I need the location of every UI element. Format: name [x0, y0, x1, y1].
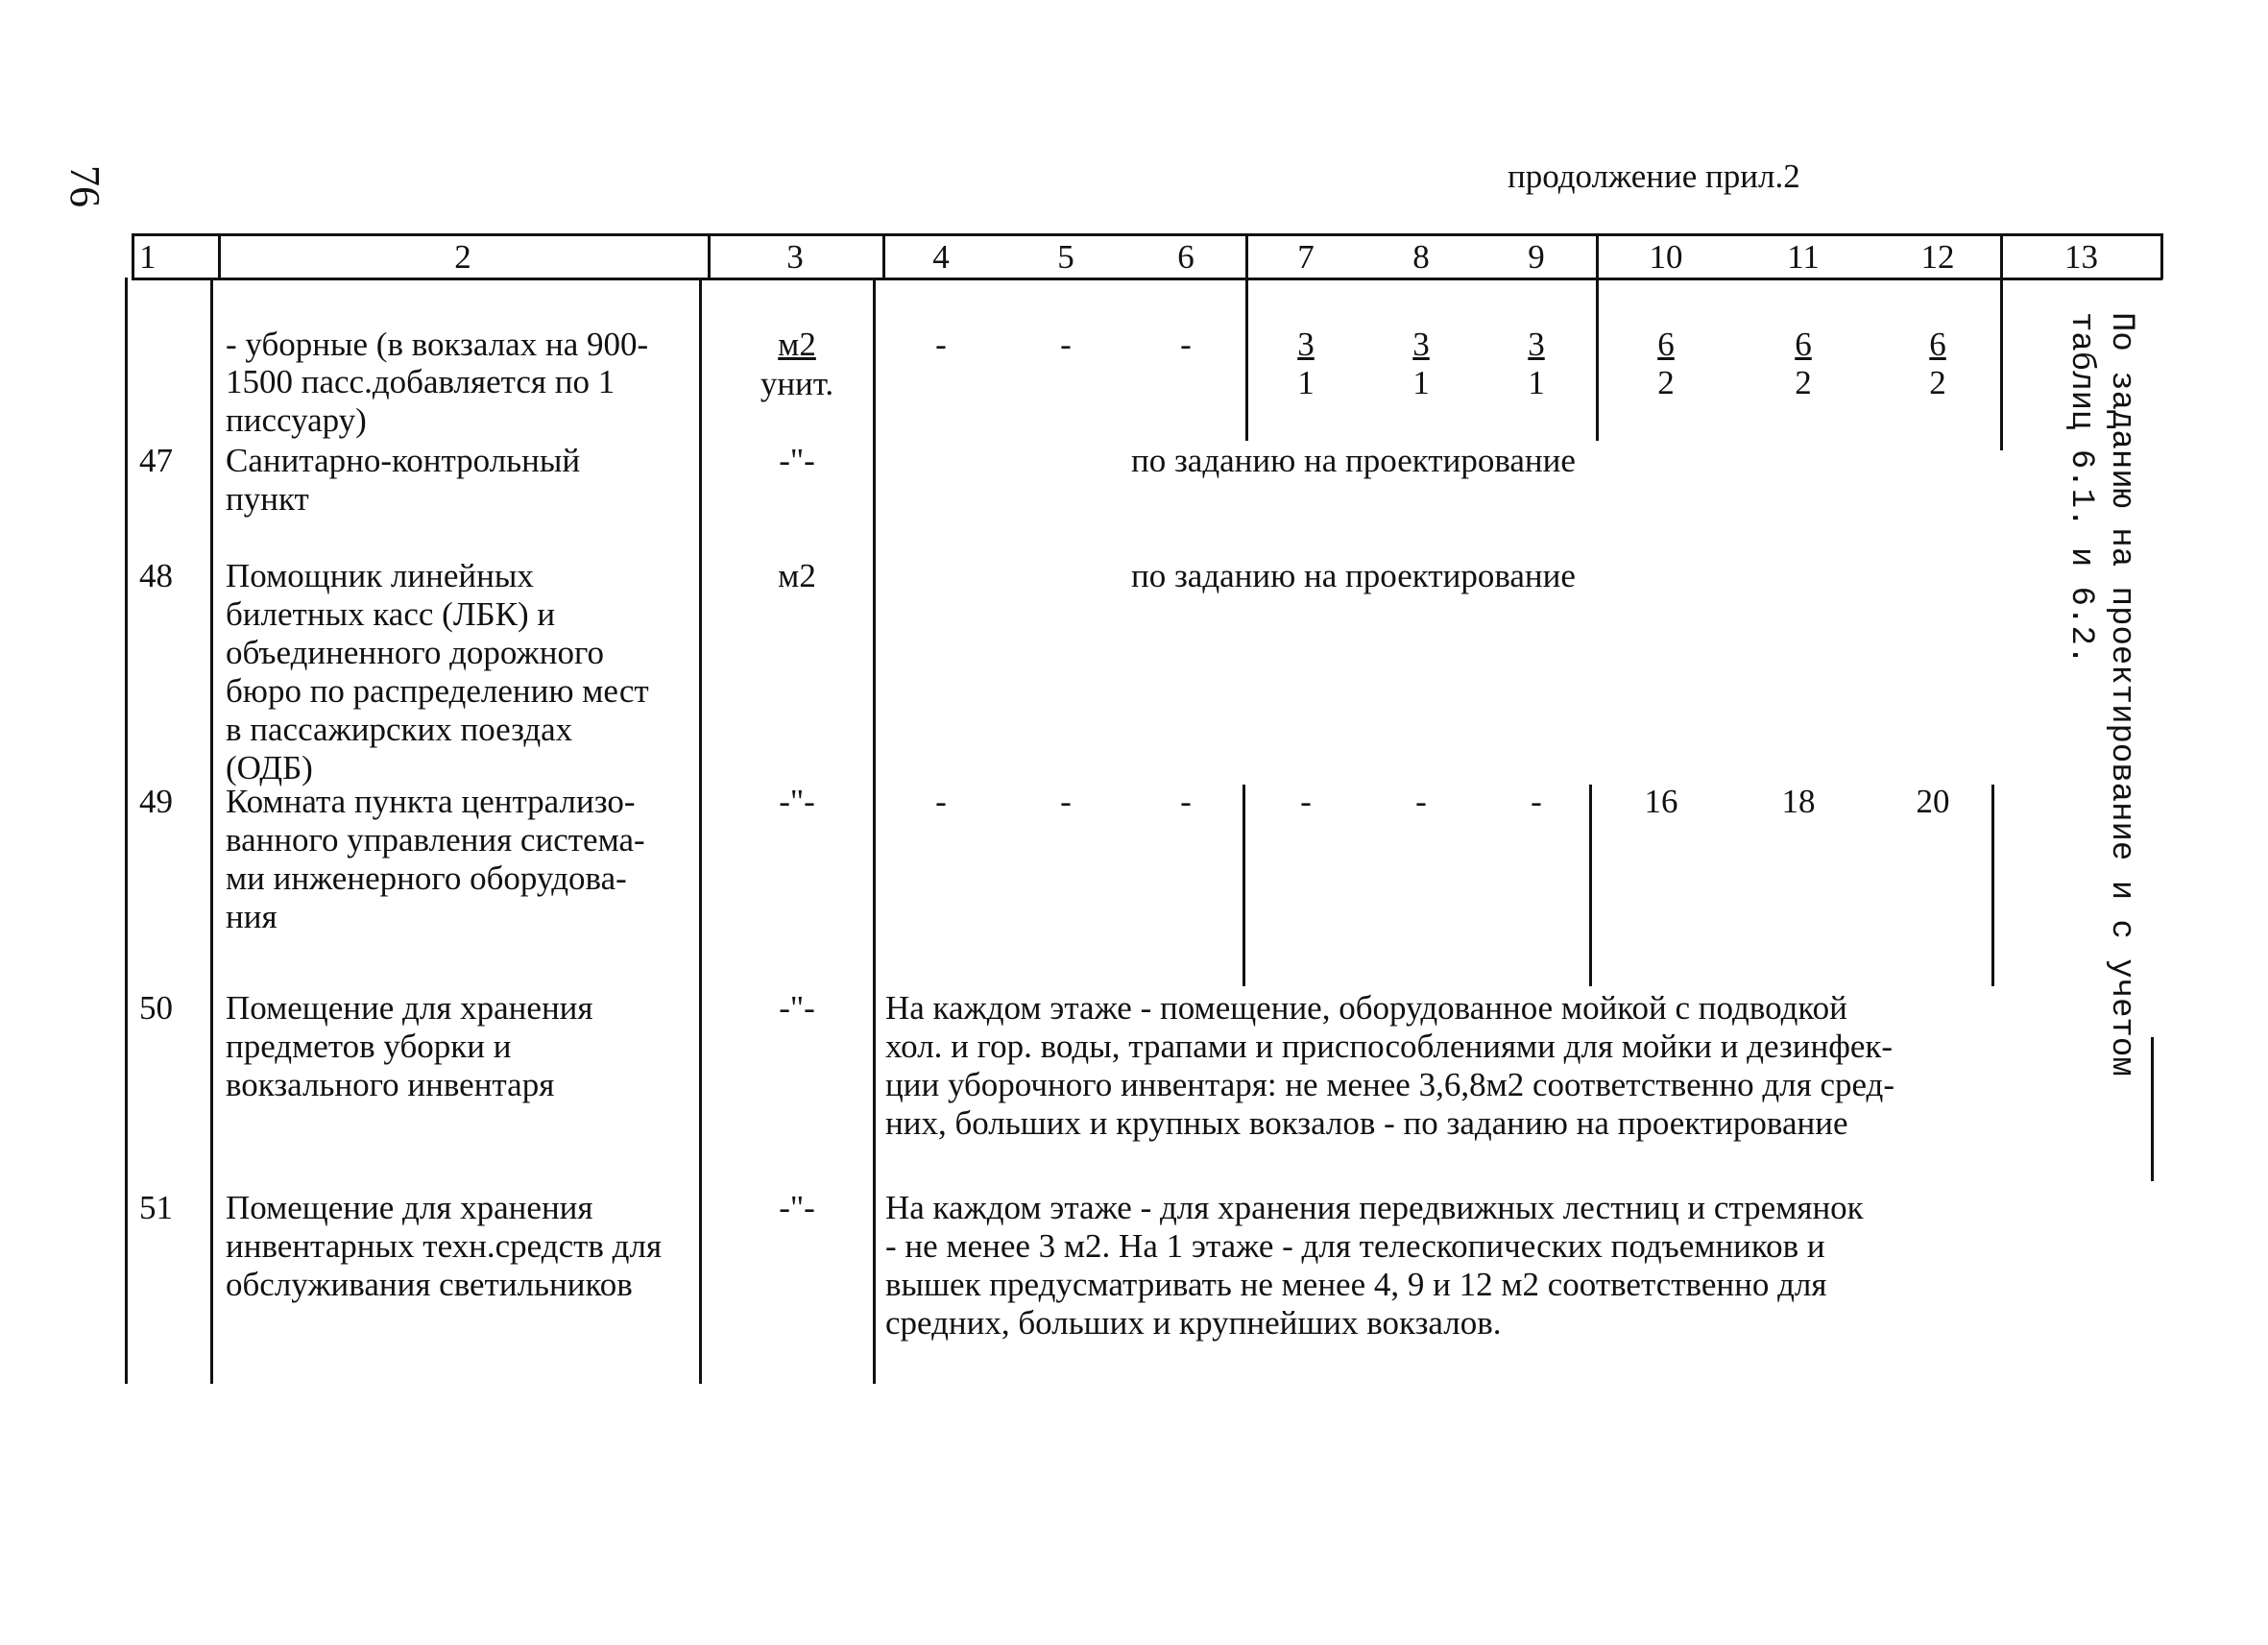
cell-c4: - [935, 783, 947, 820]
row-name-line: билетных касс (ЛБК) и [226, 595, 556, 633]
row-name-line: пункт [226, 480, 309, 518]
row-number: 49 [139, 783, 173, 820]
row-number: 51 [139, 1189, 173, 1226]
denominator: 2 [1795, 364, 1812, 401]
numerator: 6 [1795, 326, 1812, 363]
row-name-line: 1500 пасс.добавляется по 1 [226, 363, 615, 400]
col-line-3 [699, 278, 702, 1384]
row-name-line: ванного управления система- [226, 821, 645, 859]
span-line: ции уборочного инвентаря: не менее 3,6,8м2 соответственно для сред- [885, 1066, 1895, 1103]
row-name-line: ми инженерного оборудова- [226, 859, 627, 897]
col-line-1 [125, 278, 128, 1384]
row-name-line: бюро по распределению мест [226, 672, 649, 710]
row-name-line: предметов уборки и [226, 1028, 512, 1065]
page-caption: продолжение прил.2 [1508, 157, 1800, 195]
col-line-7-r49 [1243, 785, 1245, 986]
cell-c11 [1784, 326, 1822, 402]
header-col-10: 10 [1649, 238, 1683, 276]
span-line: средних, больших и крупнейших вокзалов. [885, 1304, 1502, 1342]
unit-bottom: унит. [760, 365, 834, 402]
cell-c12: 20 [1916, 783, 1950, 820]
row-number: 48 [139, 557, 173, 594]
numerator: 6 [1929, 326, 1946, 363]
page-number: 76 [61, 165, 109, 207]
denominator: 2 [1929, 364, 1946, 401]
span-line: На каждом этаже - помещение, оборудованное мойкой с подводкой [885, 989, 1847, 1027]
span-line: На каждом этаже - для хранения передвижных лестниц и стремянок [885, 1189, 1864, 1226]
span-line: хол. и гор. воды, трапами и приспособлениями для мойки и дезинфек- [885, 1028, 1894, 1065]
row-name-line: Санитарно-контрольный [226, 442, 581, 479]
span-line: - не менее 3 м2. На 1 этаже - для телескопических подъемников и [885, 1227, 1825, 1265]
header-col-11: 11 [1787, 238, 1820, 276]
header-col-5: 5 [1057, 238, 1074, 276]
numerator: 3 [1297, 326, 1315, 363]
row-name-line: в пассажирских поездах [226, 711, 573, 748]
denominator: 1 [1297, 364, 1315, 401]
header-col-8: 8 [1412, 238, 1430, 276]
header-col-7: 7 [1297, 238, 1315, 276]
row-name-line: вокзального инвентаря [226, 1066, 555, 1103]
unit: -"- [779, 1189, 815, 1226]
cell-c9: - [1531, 783, 1542, 820]
unit: м2 [778, 557, 816, 594]
cell-c5: - [1060, 783, 1072, 820]
header-col-12: 12 [1920, 238, 1955, 276]
col-line-7 [1245, 278, 1248, 441]
cell-c10: 16 [1644, 783, 1678, 820]
cell-c9 [1517, 326, 1556, 402]
denominator: 1 [1528, 364, 1545, 401]
span-line: вышек предусматривать не менее 4, 9 и 12 м2 соответственно для [885, 1266, 1827, 1303]
header-col-6: 6 [1177, 238, 1194, 276]
header-col-4: 4 [932, 238, 950, 276]
unit: -"- [779, 989, 815, 1027]
row-name-line: инвентарных техн.средств для [226, 1227, 663, 1265]
cell-c12 [1918, 326, 1957, 402]
col-line-13-r49 [1991, 785, 1994, 986]
header-divider [1245, 233, 1248, 279]
cell-c8 [1402, 326, 1440, 402]
row-name-line: объединенного дорожного [226, 634, 604, 671]
row-name-line: Помощник линейных [226, 557, 534, 594]
cell-c8: - [1415, 783, 1427, 820]
denominator: 1 [1412, 364, 1430, 401]
row-number: 47 [139, 442, 173, 479]
header-divider [1596, 233, 1599, 279]
denominator: 2 [1657, 364, 1675, 401]
cell-c10 [1647, 326, 1685, 402]
header-col-9: 9 [1528, 238, 1545, 276]
row-name-line: (ОДБ) [226, 749, 313, 786]
cell-c7: - [1300, 783, 1312, 820]
header-divider [132, 233, 134, 279]
row-name-line: Помещение для хранения [226, 989, 593, 1027]
cell-c7 [1287, 326, 1325, 402]
numerator: 3 [1528, 326, 1545, 363]
row-number: 50 [139, 989, 173, 1027]
header-bottom-line [132, 278, 2162, 280]
cell-c4: - [935, 326, 947, 363]
row-name-line: писсуару) [226, 401, 367, 439]
unit: -"- [779, 783, 815, 820]
span-text: по заданию на проектирование [1131, 442, 1576, 479]
numerator: 3 [1412, 326, 1430, 363]
cell-c5: - [1060, 326, 1072, 363]
cell-c11: 18 [1781, 783, 1816, 820]
span-text: по заданию на проектирование [1131, 557, 1576, 594]
col-line-4 [873, 278, 876, 1384]
row-name-line: Комната пункта централизо- [226, 783, 636, 820]
col13-note: По заданию на проектирование и с учетом таблиц 6.1. и 6.2. [2063, 312, 2139, 1077]
header-col-13: 13 [2064, 238, 2098, 276]
cell-c6: - [1180, 326, 1192, 363]
row-name-line: ния [226, 898, 277, 935]
unit-top: м2 [778, 326, 816, 363]
header-divider [2160, 233, 2163, 279]
header-top-line [132, 233, 2162, 236]
col-line-right [2151, 1037, 2154, 1181]
header-col-3: 3 [786, 238, 804, 276]
row-name-line: - уборные (в вокзалах на 900- [226, 326, 649, 363]
col-line-13 [2000, 278, 2003, 450]
numerator: 6 [1657, 326, 1675, 363]
cell-c6: - [1180, 783, 1192, 820]
header-col-2: 2 [454, 238, 471, 276]
col-line-10 [1596, 278, 1599, 441]
header-divider [882, 233, 885, 279]
row-name-line: обслуживания светильников [226, 1266, 633, 1303]
row-name-line: Помещение для хранения [226, 1189, 593, 1226]
unit: -"- [779, 442, 815, 479]
col-line-10-r49 [1589, 785, 1592, 986]
span-line: них, больших и крупных вокзалов - по заданию на проектирование [885, 1104, 1848, 1142]
header-col-1: 1 [139, 238, 157, 276]
col-line-2 [210, 278, 213, 1384]
